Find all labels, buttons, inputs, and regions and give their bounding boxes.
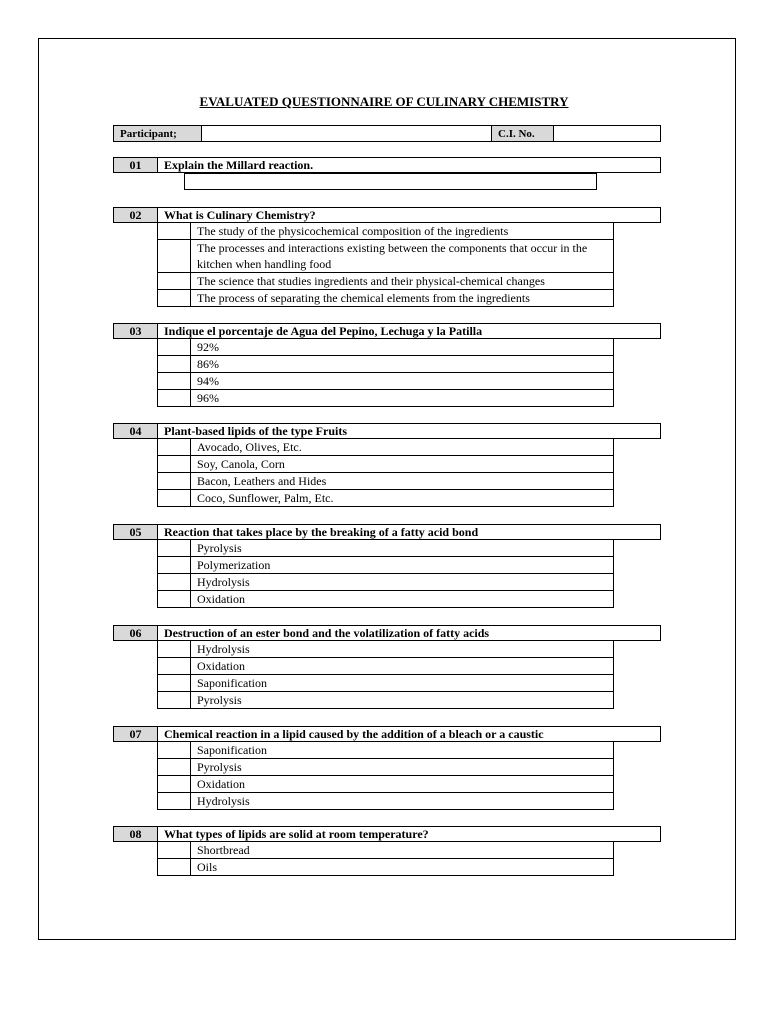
option-text: 86% xyxy=(197,357,219,371)
option-text: Pyrolysis xyxy=(197,541,242,555)
question-number: 04 xyxy=(114,424,158,438)
answer-field-01[interactable] xyxy=(184,173,597,190)
question-text: What types of lipids are solid at room temperature? xyxy=(164,827,429,841)
option-row xyxy=(158,641,613,657)
option-row xyxy=(158,439,613,455)
option-text: Hydrolysis xyxy=(197,794,250,808)
answer-checkbox[interactable] xyxy=(158,641,191,657)
option-row xyxy=(158,455,613,472)
option-text: The science that studies ingredients and their physical-chemical changes xyxy=(197,274,545,288)
option-row xyxy=(158,272,613,289)
participant-label: Participant; xyxy=(114,126,202,141)
option-text: Saponification xyxy=(197,743,267,757)
option-row xyxy=(158,489,613,506)
answer-checkbox[interactable] xyxy=(158,439,191,455)
options-07 xyxy=(157,742,614,810)
answer-checkbox[interactable] xyxy=(158,557,191,573)
options-02 xyxy=(157,223,614,307)
answer-checkbox[interactable] xyxy=(158,793,191,809)
option-row xyxy=(158,691,613,708)
answer-checkbox[interactable] xyxy=(158,591,191,607)
option-row xyxy=(158,858,613,875)
option-text: Bacon, Leathers and Hides xyxy=(197,474,327,488)
question-05 xyxy=(113,524,661,540)
answer-checkbox[interactable] xyxy=(158,373,191,389)
option-row xyxy=(158,540,613,556)
question-number: 03 xyxy=(114,324,158,338)
question-04 xyxy=(113,423,661,439)
question-text: Explain the Millard reaction. xyxy=(164,158,314,172)
option-text: Oxidation xyxy=(197,659,245,673)
answer-checkbox[interactable] xyxy=(158,290,191,306)
options-03 xyxy=(157,339,614,407)
question-01 xyxy=(113,157,661,173)
answer-checkbox[interactable] xyxy=(158,692,191,708)
answer-checkbox[interactable] xyxy=(158,759,191,775)
answer-checkbox[interactable] xyxy=(158,339,191,355)
option-row xyxy=(158,239,613,272)
question-number: 01 xyxy=(114,158,158,172)
ci-field[interactable] xyxy=(554,126,660,141)
option-row xyxy=(158,742,613,758)
question-number: 07 xyxy=(114,727,158,741)
answer-checkbox[interactable] xyxy=(158,223,191,239)
ci-label: C.I. No. xyxy=(492,126,554,141)
answer-checkbox[interactable] xyxy=(158,675,191,691)
option-row xyxy=(158,372,613,389)
option-row xyxy=(158,223,613,239)
option-row xyxy=(158,657,613,674)
answer-checkbox[interactable] xyxy=(158,456,191,472)
answer-checkbox[interactable] xyxy=(158,842,191,858)
answer-checkbox[interactable] xyxy=(158,776,191,792)
question-number: 08 xyxy=(114,827,158,841)
answer-checkbox[interactable] xyxy=(158,273,191,289)
participant-field[interactable] xyxy=(202,126,492,141)
options-05 xyxy=(157,540,614,608)
option-text: Hydrolysis xyxy=(197,642,250,656)
option-text: Soy, Canola, Corn xyxy=(197,457,285,471)
question-text: Plant-based lipids of the type Fruits xyxy=(164,424,348,438)
options-06 xyxy=(157,641,614,709)
option-row xyxy=(158,842,613,858)
option-text: Avocado, Olives, Etc. xyxy=(197,440,302,454)
question-text: What is Culinary Chemistry? xyxy=(164,208,316,222)
option-text: Saponification xyxy=(197,676,267,690)
answer-checkbox[interactable] xyxy=(158,574,191,590)
option-row xyxy=(158,289,613,306)
option-row xyxy=(158,775,613,792)
option-text: 94% xyxy=(197,374,219,388)
answer-checkbox[interactable] xyxy=(158,490,191,506)
option-row xyxy=(158,472,613,489)
question-text: Reaction that takes place by the breaking of a fatty acid bond xyxy=(164,525,479,539)
question-number: 06 xyxy=(114,626,158,640)
participant-info-row xyxy=(113,125,661,142)
option-text: Oxidation xyxy=(197,777,245,791)
option-row xyxy=(158,389,613,406)
option-row xyxy=(158,355,613,372)
options-08 xyxy=(157,842,614,876)
option-text: Oxidation xyxy=(197,592,245,606)
option-text: Shortbread xyxy=(197,843,250,857)
options-04 xyxy=(157,439,614,507)
option-text: Pyrolysis xyxy=(197,760,242,774)
answer-checkbox[interactable] xyxy=(158,240,191,272)
question-07 xyxy=(113,726,661,742)
option-text: The processes and interactions existing between the components that occur in the kitchen when handling food xyxy=(197,241,588,271)
option-row xyxy=(158,758,613,775)
option-row xyxy=(158,556,613,573)
answer-checkbox[interactable] xyxy=(158,658,191,674)
question-02 xyxy=(113,207,661,223)
option-row xyxy=(158,674,613,691)
option-row xyxy=(158,573,613,590)
answer-checkbox[interactable] xyxy=(158,390,191,406)
option-text: Hydrolysis xyxy=(197,575,250,589)
answer-checkbox[interactable] xyxy=(158,540,191,556)
option-row xyxy=(158,339,613,355)
option-row xyxy=(158,792,613,809)
answer-checkbox[interactable] xyxy=(158,742,191,758)
question-06 xyxy=(113,625,661,641)
page-title: EVALUATED QUESTIONNAIRE OF CULINARY CHEMISTRY xyxy=(199,94,569,109)
question-08 xyxy=(113,826,661,842)
question-number: 02 xyxy=(114,208,158,222)
option-row xyxy=(158,590,613,607)
option-text: The process of separating the chemical elements from the ingredients xyxy=(197,291,530,305)
question-text: Indique el porcentaje de Agua del Pepino, Lechuga y la Patilla xyxy=(164,324,483,338)
question-03 xyxy=(113,323,661,339)
answer-checkbox[interactable] xyxy=(158,473,191,489)
option-text: 96% xyxy=(197,391,219,405)
question-number: 05 xyxy=(114,525,158,539)
option-text: 92% xyxy=(197,340,219,354)
question-text: Chemical reaction in a lipid caused by the addition of a bleach or a caustic xyxy=(164,727,544,741)
answer-checkbox[interactable] xyxy=(158,859,191,875)
option-text: Pyrolysis xyxy=(197,693,242,707)
option-text: Coco, Sunflower, Palm, Etc. xyxy=(197,491,334,505)
option-text: The study of the physicochemical composition of the ingredients xyxy=(197,224,509,238)
option-text: Oils xyxy=(197,860,218,874)
option-text: Polymerization xyxy=(197,558,271,572)
question-text: Destruction of an ester bond and the volatilization of fatty acids xyxy=(164,626,490,640)
answer-checkbox[interactable] xyxy=(158,356,191,372)
